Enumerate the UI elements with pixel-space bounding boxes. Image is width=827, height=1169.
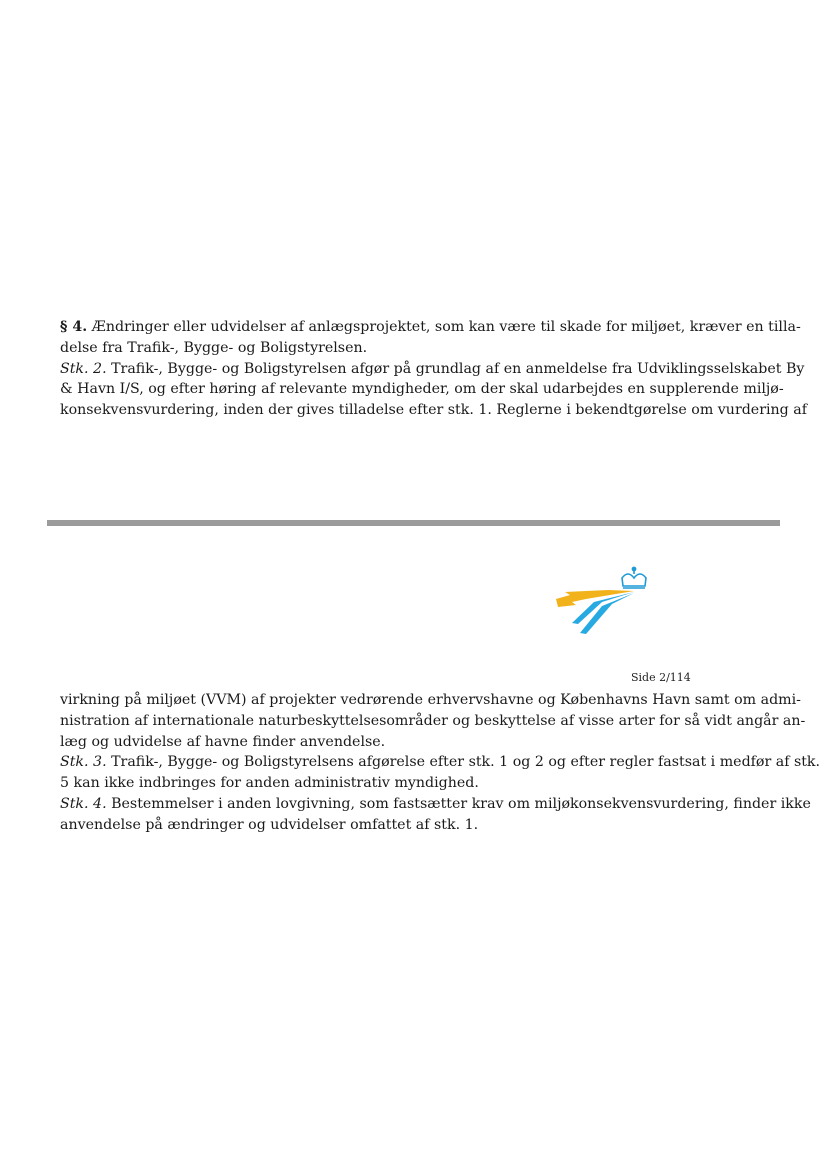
page-number: Side 2/114 (631, 671, 691, 684)
crown-icon (622, 567, 646, 588)
paragraph-line: konsekvensvurdering, inden der gives tilladelse efter stk. 1. Reglerne i bekendtgørelse om vurdering af (60, 402, 807, 419)
page1-text (60, 317, 807, 421)
paragraph-line: læg og udvidelse af havne finder anvendelse. (60, 733, 386, 750)
page-divider (47, 520, 780, 526)
paragraph-line: § 4. Ændringer eller udvidelser af anlægsprojektet, som kan være til skade for miljøet, kræver en tilla- (60, 319, 801, 335)
page2-text (60, 690, 821, 836)
paragraph-line: Stk. 2. Trafik-, Bygge- og Boligstyrelsen afgør på grundlag af en anmeldelse fra Udviklingsselskabet By (60, 360, 805, 377)
stk-label: Stk. 3. (60, 754, 107, 771)
stk-label: Stk. 2. (60, 360, 107, 377)
paragraph-line: 5 kan ikke indbringes for anden administrativ myndighed. (60, 775, 479, 792)
paragraph-line: nistration af internationale naturbeskyttelsesområder og beskyttelse af visse arter for så vidt angår an- (60, 712, 806, 729)
stk-label: Stk. 4. (60, 795, 107, 812)
paragraph-line: & Havn I/S, og efter høring af relevante myndigheder, om der skal udarbejdes en supplerende miljø- (60, 381, 784, 398)
paragraph-line: Stk. 3. Trafik-, Bygge- og Boligstyrelsens afgørelse efter stk. 1 og 2 og efter regler fastsat i medfør af stk. (60, 754, 821, 771)
ministry-crown-road-logo-icon (550, 566, 655, 641)
paragraph-line: Stk. 4. Bestemmelser i anden lovgivning, som fastsætter krav om miljøkonsekvensvurdering, finder ikke (60, 795, 811, 812)
paragraph-line: delse fra Trafik-, Bygge- og Boligstyrelsen. (60, 339, 368, 356)
paragraph-line: virkning på miljøet (VVM) af projekter vedrørende erhvervshavne og Københavns Havn samt om admi- (60, 692, 801, 708)
section-number: § 4. (60, 319, 88, 335)
paragraph-line: anvendelse på ændringer og udvidelser omfattet af stk. 1. (60, 816, 479, 833)
